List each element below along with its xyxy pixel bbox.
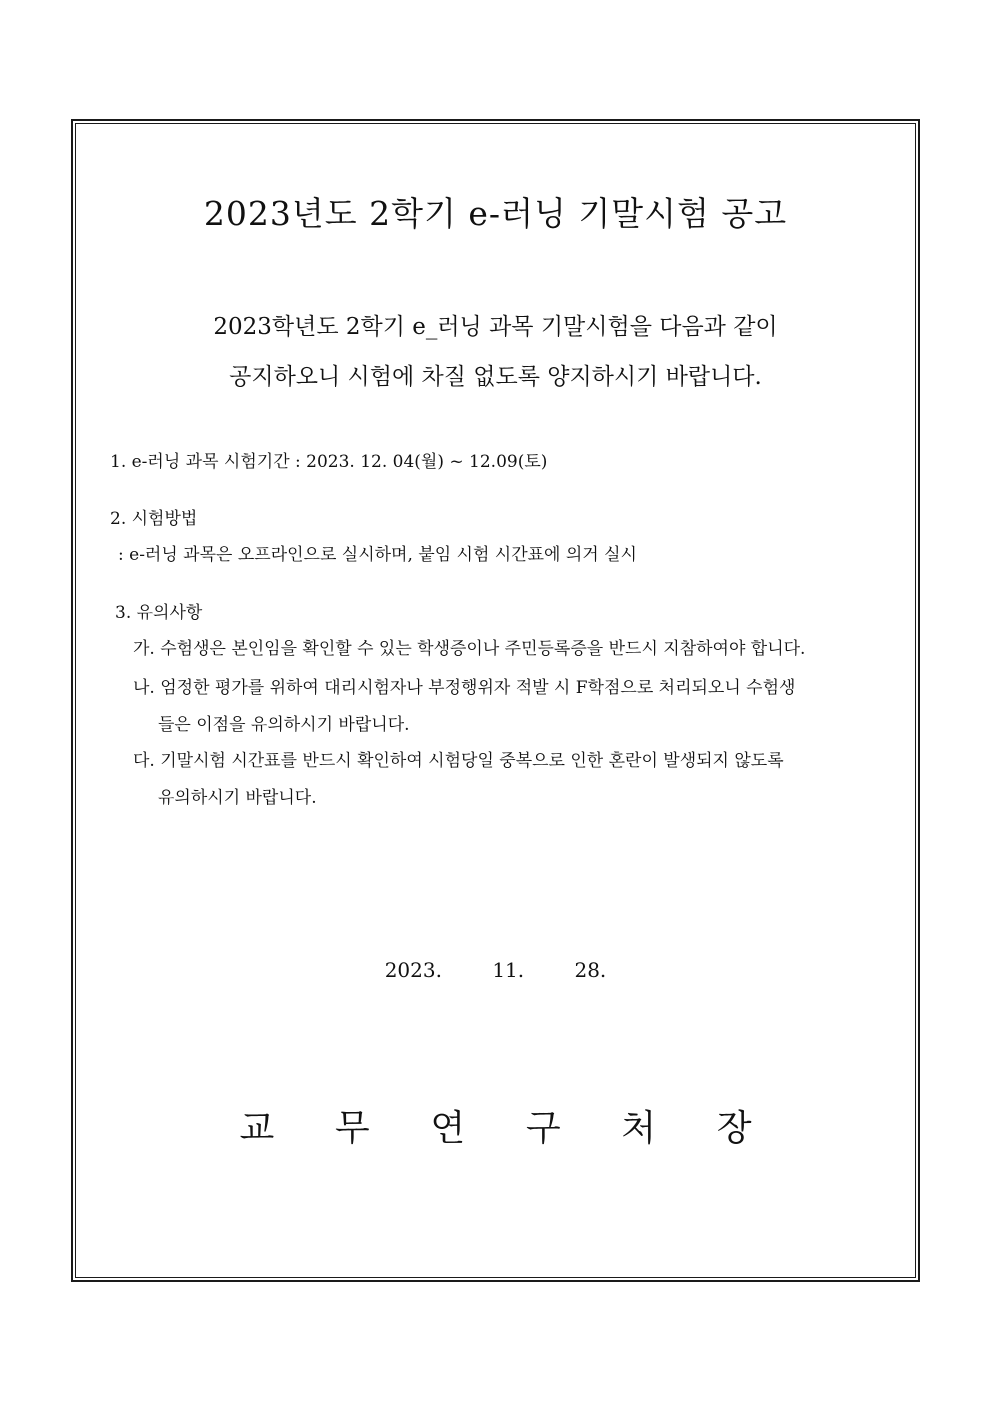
note-item-da-line2: 유의하시기 바랍니다. — [158, 788, 317, 808]
section-exam-method-body: : e-러닝 과목은 오프라인으로 실시하며, 붙임 시험 시간표에 의거 실시 — [118, 545, 637, 565]
issuer-signature — [75, 1100, 916, 1151]
note-item-da-line1: 다. 기말시험 시간표를 반드시 확인하여 시험당일 중복으로 인한 혼란이 발생되지 않도록 — [133, 751, 784, 771]
note-item-ga: 가. 수험생은 본인임을 확인할 수 있는 학생증이나 주민등록증을 반드시 지참하여야 합니다. — [133, 639, 806, 659]
section-exam-method-heading: 2. 시험방법 — [110, 509, 198, 529]
issuer-char: 연 — [430, 1108, 466, 1149]
issue-date — [75, 958, 916, 982]
intro-line-2: 공지하오니 시험에 차질 없도록 양지하시기 바랍니다. — [229, 364, 762, 390]
page-title: 2023년도 2학기 e-러닝 기말시험 공고 — [203, 194, 788, 233]
issuer-char: 구 — [525, 1108, 561, 1149]
issuer-char: 처 — [621, 1108, 657, 1149]
note-item-na-line1: 나. 엄정한 평가를 위하여 대리시험자나 부정행위자 적발 시 F학점으로 처리되오니 수험생 — [133, 678, 796, 698]
intro-line-1: 2023학년도 2학기 e_러닝 과목 기말시험을 다음과 같이 — [213, 314, 778, 340]
section-exam-period: 1. e-러닝 과목 시험기간 : 2023. 12. 04(월) ~ 12.09(토) — [110, 452, 548, 472]
issuer-char: 무 — [334, 1108, 370, 1149]
section-notes-heading: 3. 유의사항 — [115, 603, 203, 623]
note-item-na-line2: 들은 이점을 유의하시기 바랍니다. — [158, 715, 410, 735]
issue-date-year: 2023. — [384, 958, 442, 982]
issuer-char: 교 — [239, 1108, 275, 1149]
issue-date-month: 11. — [492, 958, 525, 982]
issue-date-day: 28. — [574, 958, 607, 982]
issuer-char: 장 — [716, 1108, 752, 1149]
